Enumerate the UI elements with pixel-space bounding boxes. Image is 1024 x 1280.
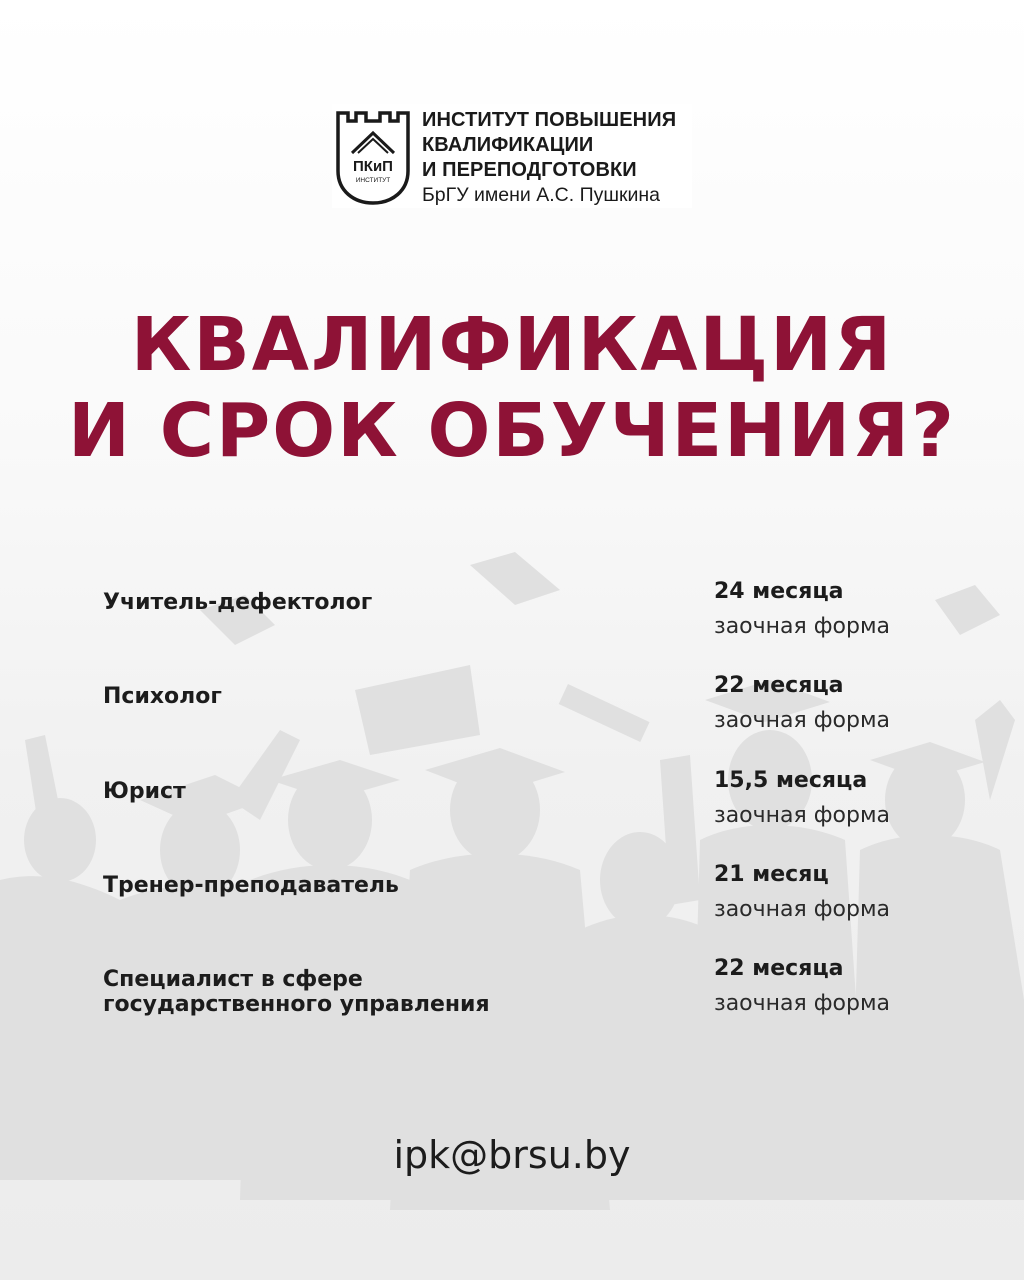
program-form: заочная форма [714,803,891,828]
program-name: Учитель-дефектолог [103,590,373,615]
emblem-abbreviation: ПКиП [353,158,393,175]
program-form: заочная форма [714,991,891,1016]
program-name-line-1: Специалист в сфере [103,967,363,992]
program-duration: 21 месяц [714,862,829,887]
program-name: Психолог [103,684,222,709]
program-duration: 22 месяца [714,956,844,981]
program-duration: 22 месяца [714,673,844,698]
program-duration: 24 месяца [714,579,844,604]
page-title-line-1: КВАЛИФИКАЦИЯ [130,302,894,388]
program-name: Юрист [103,779,186,804]
contact-email[interactable]: ipk@brsu.by [393,1133,631,1177]
emblem-subtext: ИНСТИТУТ [355,177,391,184]
program-name: Тренер-преподаватель [103,873,399,898]
program-form: заочная форма [714,614,891,639]
program-duration: 15,5 месяца [714,768,868,793]
logo-line-3: И ПЕРЕПОДГОТОВКИ [422,159,637,181]
program-name-line-2: государственного управления [103,992,490,1017]
logo-line-1: ИНСТИТУТ ПОВЫШЕНИЯ [422,109,677,131]
logo-line-2: КВАЛИФИКАЦИИ [422,134,594,156]
program-form: заочная форма [714,708,891,733]
program-form: заочная форма [714,897,891,922]
page-title-line-2: И СРОК ОБУЧЕНИЯ? [68,388,956,474]
logo-university-name: БрГУ имени А.С. Пушкина [422,184,661,206]
